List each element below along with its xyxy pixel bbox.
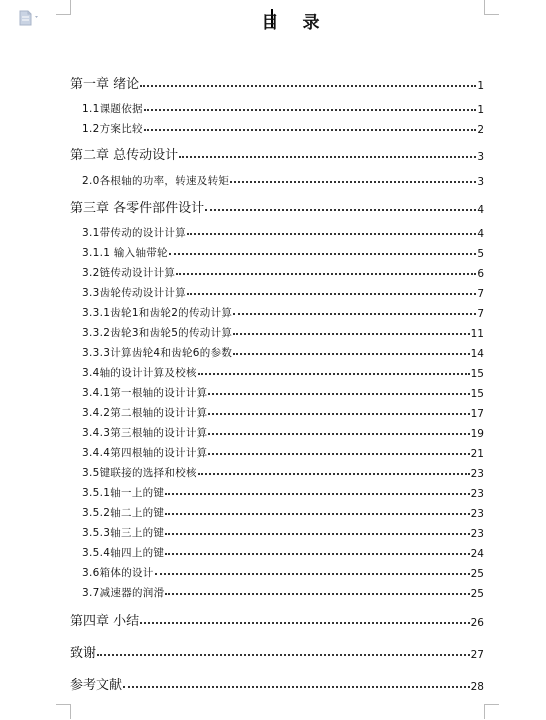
toc-entry[interactable] [82, 260, 484, 280]
toc-leader-dots [208, 393, 469, 395]
toc-entry-page-number: 24 [470, 548, 484, 560]
toc-entry-label: 3.5.1轴一上的键 [82, 487, 165, 499]
toc-entry-page-number: 1 [477, 80, 484, 92]
toc-entry[interactable] [82, 360, 484, 380]
toc-entry[interactable] [82, 540, 484, 560]
toc-leader-dots [187, 233, 476, 235]
margin-corner-bottom-left [56, 704, 71, 719]
toc-leader-dots [230, 181, 476, 183]
toc-title: 目 录 [261, 13, 329, 33]
toc-leader-dots [165, 533, 469, 535]
toc-leader-dots [176, 273, 476, 275]
toc-entry-label: 3.5.4轴四上的键 [82, 547, 165, 559]
toc-entry-page-number: 7 [477, 288, 484, 300]
toc-entry-page-number: 5 [477, 248, 484, 260]
toc-entry[interactable] [82, 580, 484, 600]
toc-entry-label: 3.5.2轴二上的键 [82, 507, 165, 519]
toc-entry[interactable] [70, 641, 484, 661]
toc-entry[interactable] [82, 320, 484, 340]
toc-entry-label: 3.3.1齿轮1和齿轮2的传动计算 [82, 307, 233, 319]
toc-leader-dots [179, 156, 476, 158]
toc-entry[interactable] [70, 609, 484, 629]
toc-entry-page-number: 19 [470, 428, 484, 440]
toc-entry-page-number: 2 [477, 124, 484, 136]
toc-entry-label: 3.7减速器的润滑 [82, 587, 165, 599]
toc-entry-label: 3.1带传动的设计计算 [82, 227, 186, 239]
toc-entry[interactable] [82, 420, 484, 440]
toc-entry-page-number: 6 [477, 268, 484, 280]
toc-leader-dots [144, 109, 477, 111]
toc-entry[interactable] [82, 300, 484, 320]
toc-leader-dots [233, 313, 476, 315]
toc-entry-label: 3.3.3计算齿轮4和齿轮6的参数 [82, 347, 233, 359]
toc-entry-label: 1.1课题依据 [82, 103, 143, 115]
toc-entry-page-number: 4 [477, 228, 484, 240]
toc-entry-label: 1.2方案比较 [82, 123, 143, 135]
toc-entry[interactable] [82, 460, 484, 480]
toc-entry[interactable] [70, 673, 484, 693]
toc-leader-dots [165, 493, 469, 495]
toc-entry-page-number: 14 [470, 348, 484, 360]
toc-entry-page-number: 26 [470, 617, 484, 629]
toc-entry-page-number: 23 [470, 488, 484, 500]
toc-entry[interactable] [70, 143, 484, 163]
toc-entry-label: 3.4.1第一根轴的设计计算 [82, 387, 208, 399]
toc-leader-dots [233, 333, 469, 335]
toc-entry-label: 3.6箱体的设计 [82, 567, 154, 579]
toc-leader-dots [198, 373, 470, 375]
toc-leader-dots [169, 253, 476, 255]
toc-entry-label: 3.5键联接的选择和校核 [82, 467, 197, 479]
toc-entry-label: 第二章 总传动设计 [70, 148, 179, 163]
toc-entry[interactable] [82, 340, 484, 360]
toc-entry[interactable] [82, 500, 484, 520]
toc-leader-dots [165, 593, 469, 595]
toc-entry-label: 3.4.3第三根轴的设计计算 [82, 427, 208, 439]
toc-entry[interactable] [70, 72, 484, 92]
toc-leader-dots [97, 654, 470, 656]
toc-entry-page-number: 25 [470, 588, 484, 600]
toc-leader-dots [140, 85, 476, 87]
toc-entry-page-number: 15 [470, 368, 484, 380]
toc-entry-label: 3.2链传动设计计算 [82, 267, 176, 279]
toc-entry-label: 3.3.2齿轮3和齿轮5的传动计算 [82, 327, 233, 339]
toc-entry[interactable] [82, 168, 484, 188]
toc-entry-label: 3.4.2第二根轴的设计计算 [82, 407, 208, 419]
toc-entry[interactable] [70, 196, 484, 216]
toc-entry-page-number: 3 [477, 176, 484, 188]
toc-entry-page-number: 1 [477, 104, 484, 116]
toc-entry-label: 参考文献 [70, 678, 123, 693]
toc-leader-dots [205, 209, 476, 211]
toc-entry-page-number: 17 [470, 408, 484, 420]
toc-entry-page-number: 4 [477, 204, 484, 216]
toc-entry[interactable] [82, 520, 484, 540]
toc-entry-label: 3.3齿轮传动设计计算 [82, 287, 186, 299]
toc-leader-dots [165, 513, 469, 515]
toc-entry-page-number: 21 [470, 448, 484, 460]
toc-entry[interactable] [82, 380, 484, 400]
toc-entry-label: 第四章 小结 [70, 614, 140, 629]
toc-leader-dots [155, 573, 470, 575]
toc-leader-dots [165, 553, 469, 555]
toc-entry-page-number: 7 [477, 308, 484, 320]
toc-entry-page-number: 28 [470, 681, 484, 693]
toc-entry[interactable] [82, 280, 484, 300]
toc-leader-dots [187, 293, 476, 295]
toc-leader-dots [208, 453, 469, 455]
toc-leader-dots [198, 473, 470, 475]
toc-leader-dots [144, 129, 477, 131]
toc-entry-page-number: 3 [477, 151, 484, 163]
toc-entry-page-number: 23 [470, 468, 484, 480]
toc-entry[interactable] [82, 240, 484, 260]
toc-entry-label: 3.4轴的设计计算及校核 [82, 367, 197, 379]
toc-entry-page-number: 11 [470, 328, 484, 340]
toc-entry-page-number: 27 [470, 649, 484, 661]
toc-leader-dots [123, 686, 470, 688]
toc-entry-label: 致谢 [70, 646, 97, 661]
toc-entry[interactable] [82, 116, 484, 136]
toc-entry-label: 第一章 绪论 [70, 77, 140, 92]
toc-leader-dots [140, 622, 469, 624]
toc-entry-label: 3.1.1 输入轴带轮 [82, 247, 168, 259]
toc-leader-dots [208, 413, 469, 415]
toc-leader-dots [208, 433, 469, 435]
toc-entry-page-number: 25 [470, 568, 484, 580]
toc-leader-dots [233, 353, 469, 355]
toc-entry[interactable] [82, 220, 484, 240]
toc-entry[interactable] [82, 440, 484, 460]
toc-entry-label: 3.5.3轴三上的键 [82, 527, 165, 539]
toc-entry-page-number: 23 [470, 508, 484, 520]
toc-entry[interactable] [82, 96, 484, 116]
margin-corner-bottom-right [484, 704, 499, 719]
toc-entry-page-number: 23 [470, 528, 484, 540]
toc-entry-label: 3.4.4第四根轴的设计计算 [82, 447, 208, 459]
toc-entry-label: 2.0各根轴的功率，转速及转矩 [82, 175, 230, 187]
toc-entry[interactable] [82, 480, 484, 500]
toc-entry[interactable] [82, 400, 484, 420]
toc-entry-label: 第三章 各零件部件设计 [70, 201, 205, 216]
toc-entry[interactable] [82, 560, 484, 580]
toc-entry-page-number: 15 [470, 388, 484, 400]
